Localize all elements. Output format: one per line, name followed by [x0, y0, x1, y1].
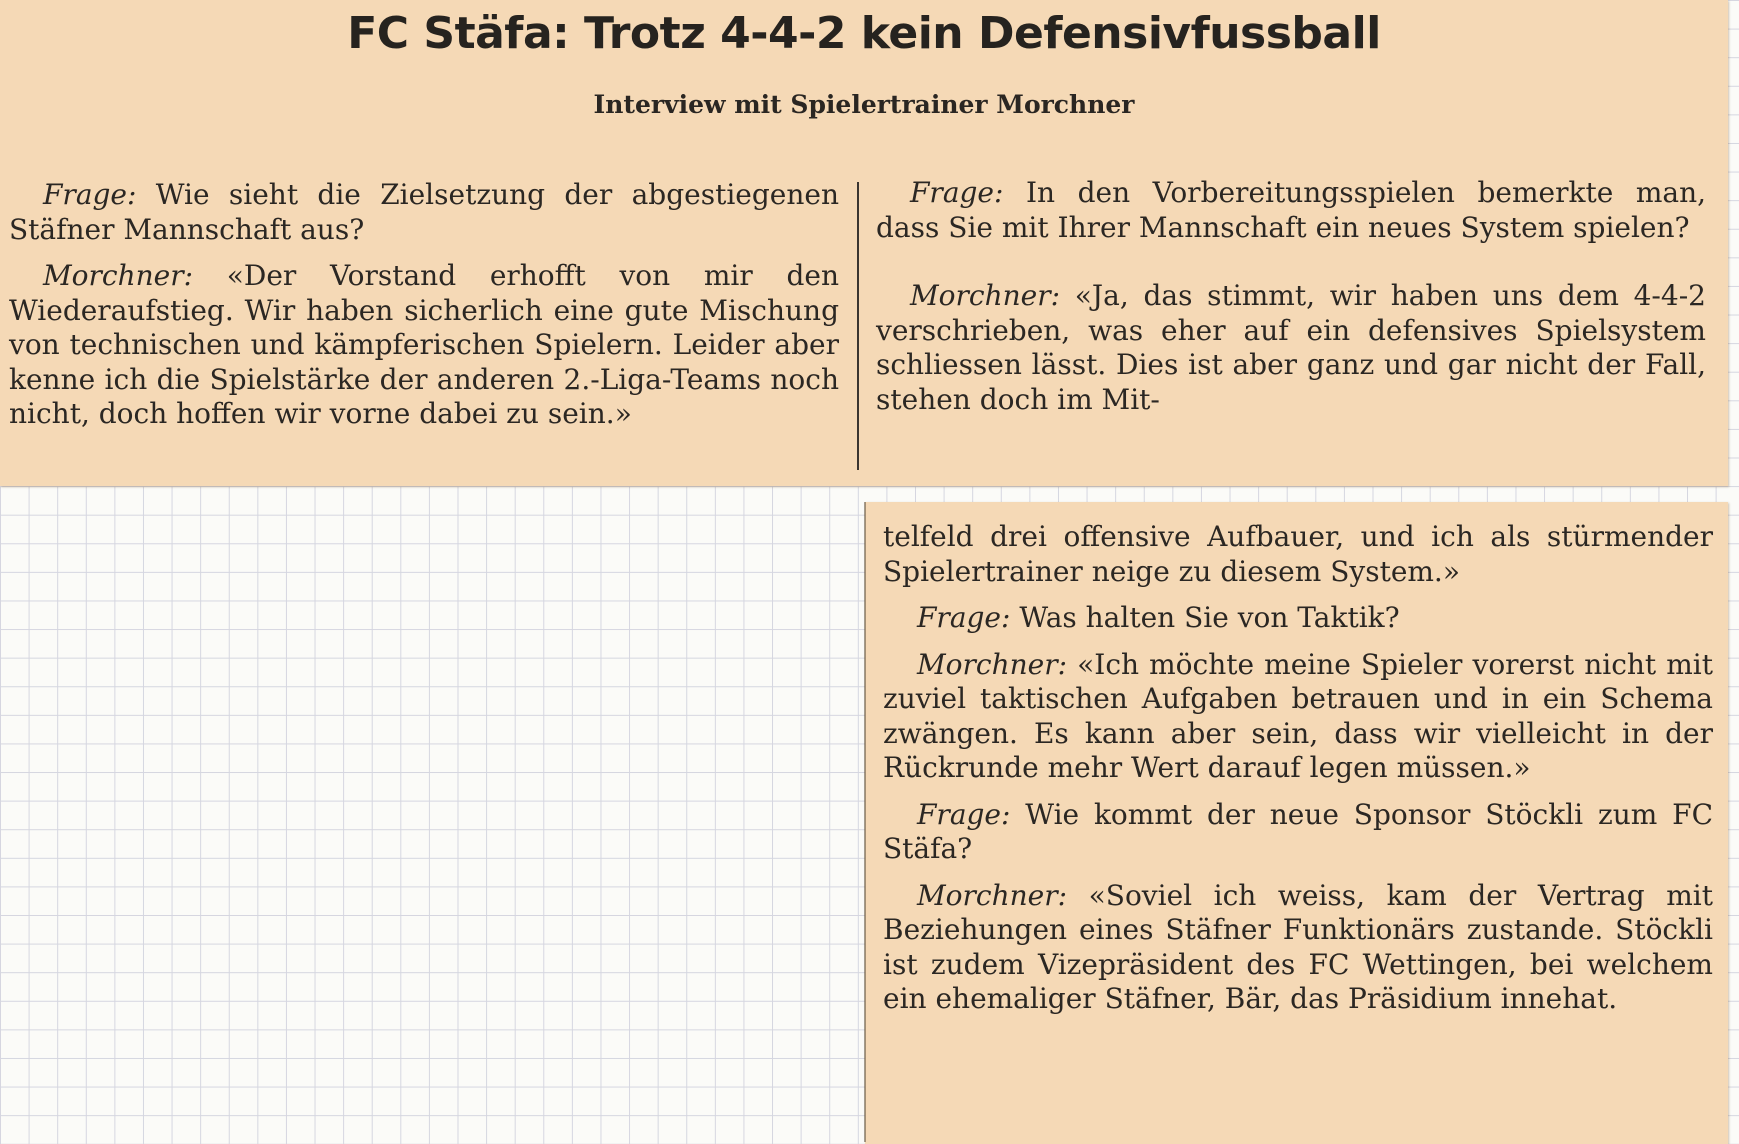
speaker-label: Frage:	[43, 178, 137, 211]
paragraph	[883, 648, 1713, 786]
speaker-label: Morchner:	[43, 259, 194, 292]
subheadline: Interview mit Spielertrainer Morchner	[593, 90, 1135, 119]
paragraph-text: Wie sieht die Zielsetzung der abgestiegenen Stäfner Mannschaft aus?	[9, 178, 839, 246]
column-divider	[857, 182, 859, 470]
clipping-edge	[864, 502, 866, 1142]
newspaper-clipping-top	[0, 0, 1728, 486]
paragraph	[883, 798, 1713, 867]
speaker-label: Morchner:	[910, 279, 1061, 312]
speaker-label: Frage:	[917, 797, 1011, 831]
left-column	[9, 178, 839, 444]
paragraph-text: «Ich möchte meine Spieler vorerst nicht mit zuviel taktischen Aufgaben betrauen und in ein Schema zwängen. Es kann aber sein, dass wir vielleicht in der Rückrunde mehr Wert darauf legen müssen.»	[883, 647, 1713, 784]
paragraph	[876, 176, 1706, 245]
paragraph	[9, 178, 839, 247]
paragraph-text: In den Vorbereitungsspielen bemerkte man, dass Sie mit Ihrer Mannschaft ein neues System spielen?	[876, 176, 1706, 244]
paragraph-text: Wie kommt der neue Sponsor Stöckli zum FC Stäfa?	[883, 797, 1713, 865]
paragraph	[9, 259, 839, 432]
right-column	[876, 176, 1706, 429]
paragraph	[883, 879, 1713, 1017]
speaker-label: Frage:	[917, 601, 1011, 634]
speaker-label: Frage:	[910, 176, 1004, 209]
paragraph-text: Was halten Sie von Taktik?	[1019, 601, 1400, 634]
speaker-label: Morchner:	[917, 647, 1068, 681]
continuation-column	[883, 520, 1713, 1029]
paragraph	[883, 601, 1713, 636]
speaker-label: Morchner:	[917, 878, 1068, 912]
headline: FC Stäfa: Trotz 4-4-2 kein Defensivfussball	[347, 8, 1381, 59]
paragraph-text: «Soviel ich weiss, kam der Vertrag mit Beziehungen eines Stäfner Funktionärs zustande. Stöckli ist zudem Vizepräsident des FC Wettingen, bei welchem ein ehemaliger Stäfner, Bär, das Präsidium innehat.	[883, 878, 1713, 1015]
paragraph-text: «Ja, das stimmt, wir haben uns dem 4-4-2 verschrieben, was eher auf ein defensives Spielsystem schliessen lässt. Dies ist aber ganz und gar nicht der Fall, stehen doch im Mit-	[876, 279, 1706, 416]
paragraph: telfeld drei offensive Aufbauer, und ich als stürmender Spielertrainer neige zu diesem System.»	[883, 520, 1713, 588]
paragraph-text: «Der Vorstand erhofft von mir den Wiederaufstieg. Wir haben sicherlich eine gute Mischung von technischen und kämpferischen Spielern. Leider aber kenne ich die Spielstärke der anderen 2.-Liga-Teams noch nicht, doch hoffen wir vorne dabei zu sein.»	[9, 259, 839, 430]
paragraph	[876, 279, 1706, 417]
